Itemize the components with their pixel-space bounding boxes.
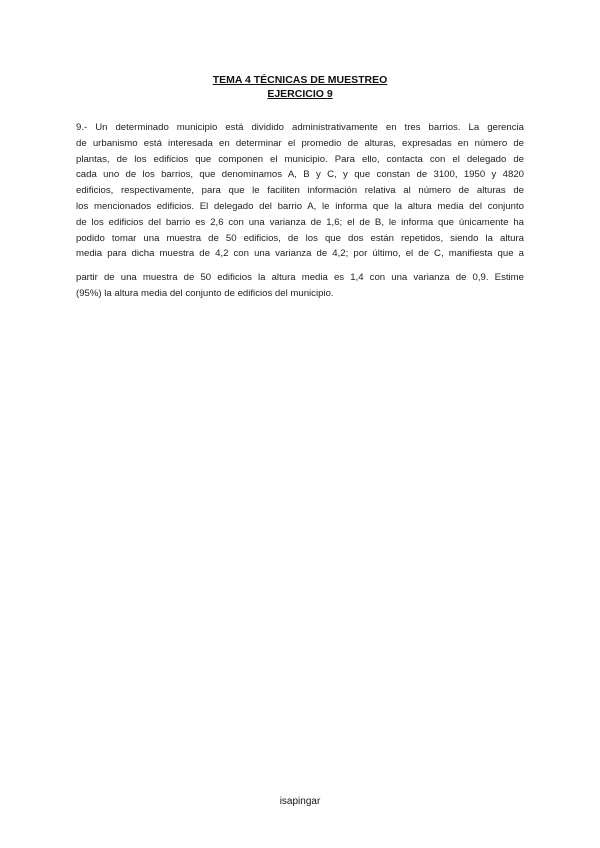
statement-line: plantas, de los edificios que componen el municipio. Para ello, contacta con el delegado de <box>76 153 524 165</box>
statement-line: (95%) la altura media del conjunto de edificios del municipio. <box>76 287 334 299</box>
statement-line: media para dicha muestra de 4,2 con una varianza de 4,2; por último, el de C, manifiesta que a <box>76 248 524 260</box>
statement-line: los mencionados edificios. El delegado del barrio A, le informa que la altura media del conjunto <box>76 200 524 212</box>
statement-line: cada uno de los barrios, que denominamos A, B y C, y que constan de 3100, 1950 y 4820 <box>76 169 524 181</box>
statement-line: 9.- Un determinado municipio está dividido administrativamente en tres barrios. La gerencia <box>76 122 524 133</box>
footer-author: isapingar <box>279 796 321 807</box>
exercise-statement <box>76 120 524 262</box>
document-title: TEMA 4 TÉCNICAS DE MUESTREO <box>212 74 388 86</box>
statement-line: de urbanismo está interesada en determinar el promedio de alturas, expresadas en número de <box>76 137 524 149</box>
exercise-title: EJERCICIO 9 <box>267 88 333 100</box>
statement-line: de los edificios del barrio es 2,6 con una varianza de 1,6; el de B, le informa que únicamente ha <box>76 216 524 228</box>
statement-line: edificios, respectivamente, para que le faciliten información relativa al número de alturas de <box>76 185 524 197</box>
statement-line: partir de una muestra de 50 edificios la altura media es 1,4 con una varianza de 0,9. Estime <box>76 272 524 283</box>
exercise-statement-continuation <box>76 270 524 302</box>
statement-line: podido tomar una muestra de 50 edificios, de los que dos están repetidos, siendo la altura <box>76 232 524 244</box>
